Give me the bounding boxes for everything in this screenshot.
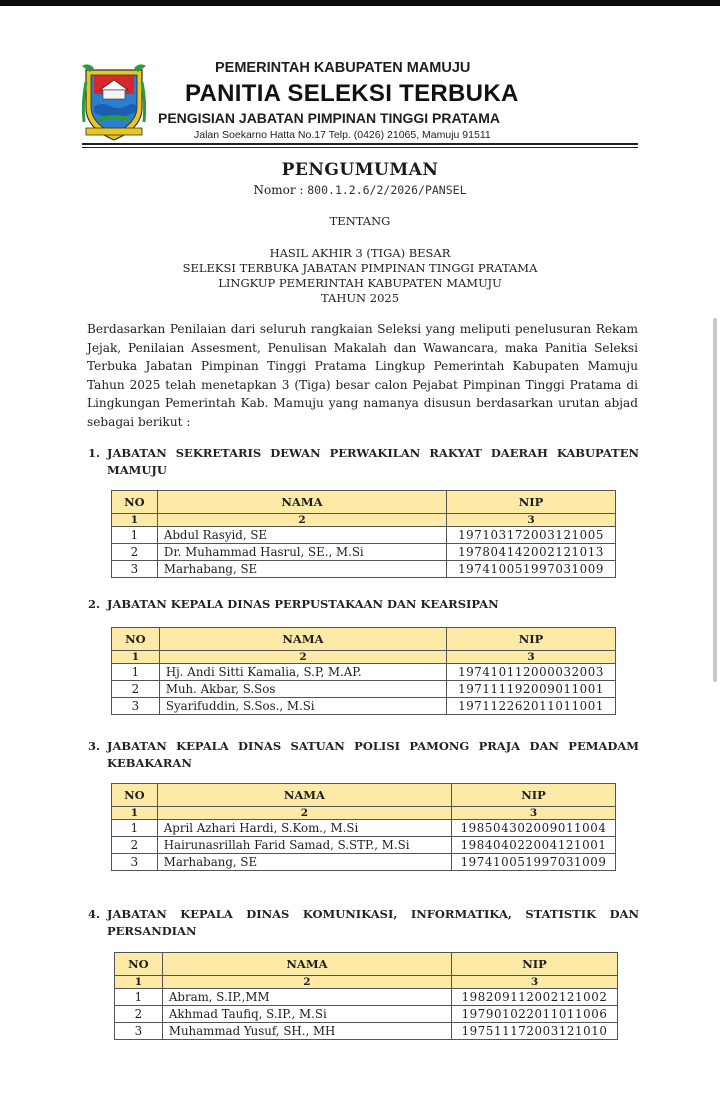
col-nama: NAMA bbox=[159, 628, 446, 651]
table-row bbox=[112, 561, 616, 578]
col-index: 1 bbox=[115, 976, 163, 989]
candidate-table bbox=[111, 490, 616, 578]
row-no: 1 bbox=[115, 989, 163, 1006]
table-row bbox=[115, 1023, 618, 1040]
candidate-table bbox=[114, 952, 618, 1040]
row-nama: Abdul Rasyid, SE bbox=[157, 527, 446, 544]
col-index: 3 bbox=[452, 976, 618, 989]
section-number: 1. bbox=[88, 446, 101, 460]
row-no: 3 bbox=[112, 561, 158, 578]
row-nama: Muh. Akbar, S.Sos bbox=[159, 681, 446, 698]
table-row bbox=[112, 544, 616, 561]
table-row bbox=[115, 989, 618, 1006]
col-no: NO bbox=[112, 784, 158, 807]
table-row bbox=[112, 854, 616, 871]
col-nip: NIP bbox=[447, 491, 616, 514]
col-index: 3 bbox=[452, 807, 616, 820]
regency-emblem-logo bbox=[80, 62, 148, 142]
candidate-table bbox=[111, 783, 616, 871]
letterhead-government: PEMERINTAH KABUPATEN MAMUJU bbox=[215, 60, 471, 76]
section-title: JABATAN KEPALA DINAS PERPUSTAKAAN DAN KEARSIPAN bbox=[107, 597, 499, 611]
row-nip: 197901022011011006 bbox=[452, 1006, 618, 1023]
row-nama: Muhammad Yusuf, SH., MH bbox=[162, 1023, 451, 1040]
row-no: 1 bbox=[112, 664, 160, 681]
col-index: 1 bbox=[112, 651, 160, 664]
section-title: JABATAN KEPALA DINAS KOMUNIKASI, INFORMATIKA, STATISTIK DAN PERSANDIAN bbox=[107, 907, 639, 938]
subject-line-1: HASIL AKHIR 3 (TIGA) BESAR bbox=[269, 246, 451, 260]
col-index: 2 bbox=[157, 807, 451, 820]
col-index: 2 bbox=[162, 976, 451, 989]
section-title: JABATAN KEPALA DINAS SATUAN POLISI PAMONG PRAJA DAN PEMADAM KEBAKARAN bbox=[107, 739, 639, 770]
row-nip: 197804142002121013 bbox=[447, 544, 616, 561]
col-nip: NIP bbox=[447, 628, 616, 651]
section-number: 2. bbox=[88, 597, 101, 611]
subject-line-3: LINGKUP PEMERINTAH KABUPATEN MAMUJU bbox=[218, 276, 502, 290]
col-nama: NAMA bbox=[157, 784, 451, 807]
col-nama: NAMA bbox=[162, 953, 451, 976]
table-row bbox=[112, 527, 616, 544]
document-number bbox=[82, 183, 638, 197]
row-nip: 198504302009011004 bbox=[452, 820, 616, 837]
row-no: 2 bbox=[115, 1006, 163, 1023]
table-row bbox=[112, 820, 616, 837]
row-nama: April Azhari Hardi, S.Kom., M.Si bbox=[157, 820, 451, 837]
status-bar bbox=[0, 0, 720, 6]
candidate-table bbox=[111, 627, 616, 715]
subject-line-2: SELEKSI TERBUKA JABATAN PIMPINAN TINGGI PRATAMA bbox=[182, 261, 538, 275]
col-index: 1 bbox=[112, 514, 158, 527]
col-index: 3 bbox=[447, 514, 616, 527]
section-number: 4. bbox=[88, 907, 101, 921]
table-row bbox=[112, 698, 616, 715]
letterhead-committee: PANITIA SELEKSI TERBUKA bbox=[185, 80, 519, 107]
row-nip: 197103172003121005 bbox=[447, 527, 616, 544]
row-nip: 197410112000032003 bbox=[447, 664, 616, 681]
row-no: 3 bbox=[112, 698, 160, 715]
table-row bbox=[112, 681, 616, 698]
letterhead-rule-thin bbox=[82, 147, 638, 148]
row-nama: Hj. Andi Sitti Kamalia, S.P, M.AP. bbox=[159, 664, 446, 681]
col-index: 3 bbox=[447, 651, 616, 664]
row-nip: 198209112002121002 bbox=[452, 989, 618, 1006]
row-no: 2 bbox=[112, 544, 158, 561]
row-nip: 197112262011011001 bbox=[447, 698, 616, 715]
table-row bbox=[112, 837, 616, 854]
col-nama: NAMA bbox=[157, 491, 446, 514]
row-nip: 197410051997031009 bbox=[452, 854, 616, 871]
section-number: 3. bbox=[88, 739, 101, 753]
row-nama: Dr. Muhammad Hasrul, SE., M.Si bbox=[157, 544, 446, 561]
tentang-label: TENTANG bbox=[329, 214, 391, 228]
col-index: 2 bbox=[157, 514, 446, 527]
letterhead-subtitle: PENGISIAN JABATAN PIMPINAN TINGGI PRATAMA bbox=[158, 110, 500, 126]
row-no: 1 bbox=[112, 527, 158, 544]
row-no: 3 bbox=[112, 854, 158, 871]
col-no: NO bbox=[112, 491, 158, 514]
row-nama: Abram, S.IP.,MM bbox=[162, 989, 451, 1006]
table-row bbox=[115, 1006, 618, 1023]
document-number-label: Nomor : bbox=[253, 183, 304, 197]
letterhead-address: Jalan Soekarno Hatta No.17 Telp. (0426) 21065, Mamuju 91511 bbox=[194, 129, 491, 141]
row-nip: 197511172003121010 bbox=[452, 1023, 618, 1040]
row-no: 2 bbox=[112, 681, 160, 698]
col-no: NO bbox=[112, 628, 160, 651]
row-nama: Marhabang, SE bbox=[157, 854, 451, 871]
letterhead-rule-thick bbox=[82, 143, 638, 145]
row-no: 2 bbox=[112, 837, 158, 854]
document-title: PENGUMUMAN bbox=[281, 160, 439, 180]
col-nip: NIP bbox=[452, 784, 616, 807]
intro-paragraph: Berdasarkan Penilaian dari seluruh rangkaian Seleksi yang meliputi penelusuran Rekam Jejak, Penilaian Assesment, Penulisan Makalah dan Wawancara, maka Panitia Seleksi Terbuka Jabatan Pimpinan Tinggi Pratama Lingkup Pemerintah Kabupaten Mamuju Tahun 2025 telah menetapkan 3 (Tiga) besar calon Pejabat Pimpinan Tinggi Pratama di Lingkungan Pemerintah Kab. Mamuju yang namanya disusun berdasarkan urutan abjad sebagai berikut : bbox=[87, 322, 638, 429]
table-row bbox=[112, 664, 616, 681]
scrollbar[interactable] bbox=[713, 318, 717, 682]
document-number-value: 800.1.2.6/2/2026/PANSEL bbox=[307, 183, 467, 197]
col-index: 2 bbox=[159, 651, 446, 664]
row-nama: Akhmad Taufiq, S.IP., M.Si bbox=[162, 1006, 451, 1023]
row-nip: 198404022004121001 bbox=[452, 837, 616, 854]
col-index: 1 bbox=[112, 807, 158, 820]
row-nama: Syarifuddin, S.Sos., M.Si bbox=[159, 698, 446, 715]
col-nip: NIP bbox=[452, 953, 618, 976]
col-no: NO bbox=[115, 953, 163, 976]
row-nip: 197111192009011001 bbox=[447, 681, 616, 698]
row-nip: 197410051997031009 bbox=[447, 561, 616, 578]
row-no: 1 bbox=[112, 820, 158, 837]
row-nama: Marhabang, SE bbox=[157, 561, 446, 578]
row-nama: Hairunasrillah Farid Samad, S.STP., M.Si bbox=[157, 837, 451, 854]
section-title: JABATAN SEKRETARIS DEWAN PERWAKILAN RAKYAT DAERAH KABUPATEN MAMUJU bbox=[107, 446, 639, 477]
subject-line-4: TAHUN 2025 bbox=[320, 291, 400, 305]
row-no: 3 bbox=[115, 1023, 163, 1040]
